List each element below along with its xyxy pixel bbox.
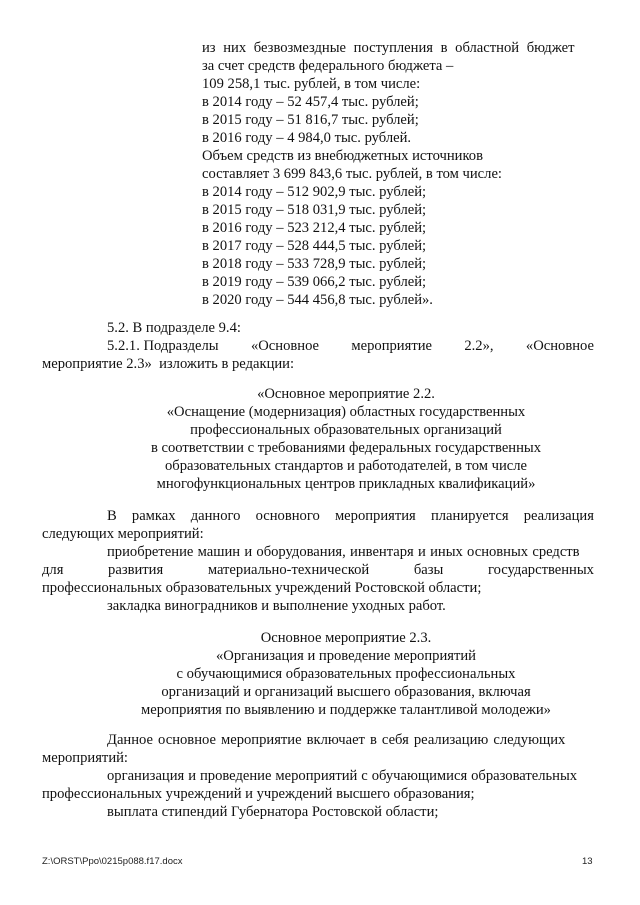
- paragraph-1-item-1-word-2: материально-технической: [207, 562, 370, 578]
- paragraph-2-cont: мероприятий:: [42, 750, 128, 766]
- paragraph-1-item-1-word-4: государственных: [487, 562, 594, 578]
- section-5-2-1-word-4: «Основное: [525, 338, 594, 354]
- financing-line-9: в 2015 году – 518 031,9 тыс. рублей;: [202, 202, 427, 218]
- heading-2-3-line-4: мероприятия по выявлению и поддержке талантливой молодежи»: [141, 702, 551, 718]
- financing-line-4: в 2015 году – 51 816,7 тыс. рублей;: [202, 112, 419, 128]
- financing-line-2: 109 258,1 тыс. рублей, в том числе:: [202, 76, 421, 92]
- section-5-2: 5.2. В подразделе 9.4:: [107, 320, 241, 336]
- heading-2-2-line-0: «Основное мероприятие 2.2.: [257, 386, 435, 402]
- paragraph-1-word-6: реализация: [523, 508, 594, 524]
- paragraph-1-word-0: В: [107, 508, 117, 524]
- paragraph-1-item-1-end: профессиональных образовательных учреждений Ростовской области;: [42, 580, 482, 596]
- paragraph-1-item-1-line-2: [42, 561, 594, 579]
- financing-line-0-text: из них безвозмездные поступления в областной бюджет: [202, 40, 575, 56]
- financing-line-5: в 2016 году – 4 984,0 тыс. рублей.: [202, 130, 412, 146]
- financing-line-0: [202, 39, 594, 57]
- heading-2-2-line-1: «Оснащение (модернизация) областных государственных: [166, 404, 526, 420]
- paragraph-1-item-1: приобретение машин и оборудования, инвентаря и иных основных средств: [107, 544, 580, 560]
- paragraph-2-item-1-end: профессиональных учреждений и учреждений высшего образования;: [42, 786, 475, 802]
- financing-line-3: в 2014 году – 52 457,4 тыс. рублей;: [202, 94, 419, 110]
- heading-2-2-line-3: в соответствии с требованиями федеральных государственных: [150, 440, 542, 456]
- heading-2-2-line-5: многофункциональных центров прикладных квалификаций»: [156, 476, 536, 492]
- financing-line-6: Объем средств из внебюджетных источников: [202, 148, 483, 164]
- financing-line-12: в 2018 году – 533 728,9 тыс. рублей;: [202, 256, 427, 272]
- paragraph-1-word-1: рамках: [131, 508, 176, 524]
- heading-2-3-line-2: с обучающимися образовательных профессиональных: [176, 666, 516, 682]
- heading-2-3-line-1: «Организация и проведение мероприятий: [216, 648, 476, 664]
- paragraph-2-item-2: выплата стипендий Губернатора Ростовской области;: [107, 804, 439, 820]
- financing-line-8: в 2014 году – 512 902,9 тыс. рублей;: [202, 184, 427, 200]
- financing-line-10: в 2016 году – 523 212,4 тыс. рублей;: [202, 220, 427, 236]
- paragraph-2-first-line: Данное основное мероприятие включает в себя реализацию следующих: [107, 732, 566, 748]
- section-5-2-1-word-0: 5.2.1. Подразделы: [107, 338, 219, 354]
- heading-2-3-line-0: Основное мероприятие 2.3.: [260, 630, 432, 646]
- heading-2-3-line-3: организаций и организаций высшего образования, включая: [161, 684, 531, 700]
- section-5-2-1-word-2: мероприятие: [351, 338, 432, 354]
- paragraph-1-item-1-word-0: для: [42, 562, 64, 578]
- financing-line-13: в 2019 году – 539 066,2 тыс. рублей;: [202, 274, 427, 290]
- footer-file-path: Z:\ORST\Ppo\0215p088.f17.docx: [42, 856, 183, 867]
- heading-2-2-line-2: профессиональных образовательных организаций: [190, 422, 502, 438]
- section-5-2-1-word-3: 2.2»,: [464, 338, 494, 354]
- paragraph-1-item-1-word-3: базы: [413, 562, 444, 578]
- section-5-2-1-line: [107, 337, 594, 355]
- paragraph-1-word-5: планируется: [430, 508, 509, 524]
- financing-line-1: за счет средств федерального бюджета –: [202, 58, 454, 74]
- paragraph-1-item-2: закладка виноградников и выполнение уходных работ.: [107, 598, 446, 614]
- paragraph-1-cont: следующих мероприятий:: [42, 526, 204, 542]
- page-number: 13: [582, 856, 593, 867]
- section-5-2-1-word-1: «Основное: [250, 338, 320, 354]
- paragraph-1-word-2: данного: [190, 508, 241, 524]
- paragraph-2-item-1: организация и проведение мероприятий с обучающимися образовательных: [107, 768, 578, 784]
- financing-line-7: составляет 3 699 843,6 тыс. рублей, в том числе:: [202, 166, 502, 182]
- paragraph-1-first-line: [107, 507, 594, 525]
- section-5-2-1-cont: мероприятие 2.3» изложить в редакции:: [42, 356, 295, 372]
- financing-line-11: в 2017 году – 528 444,5 тыс. рублей;: [202, 238, 427, 254]
- paragraph-1-item-1-word-1: развития: [108, 562, 164, 578]
- paragraph-1-word-4: мероприятия: [334, 508, 416, 524]
- financing-line-14: в 2020 году – 544 456,8 тыс. рублей».: [202, 292, 433, 308]
- heading-2-2-line-4: образовательных стандартов и работодателей, в том числе: [164, 458, 528, 474]
- paragraph-1-word-3: основного: [255, 508, 320, 524]
